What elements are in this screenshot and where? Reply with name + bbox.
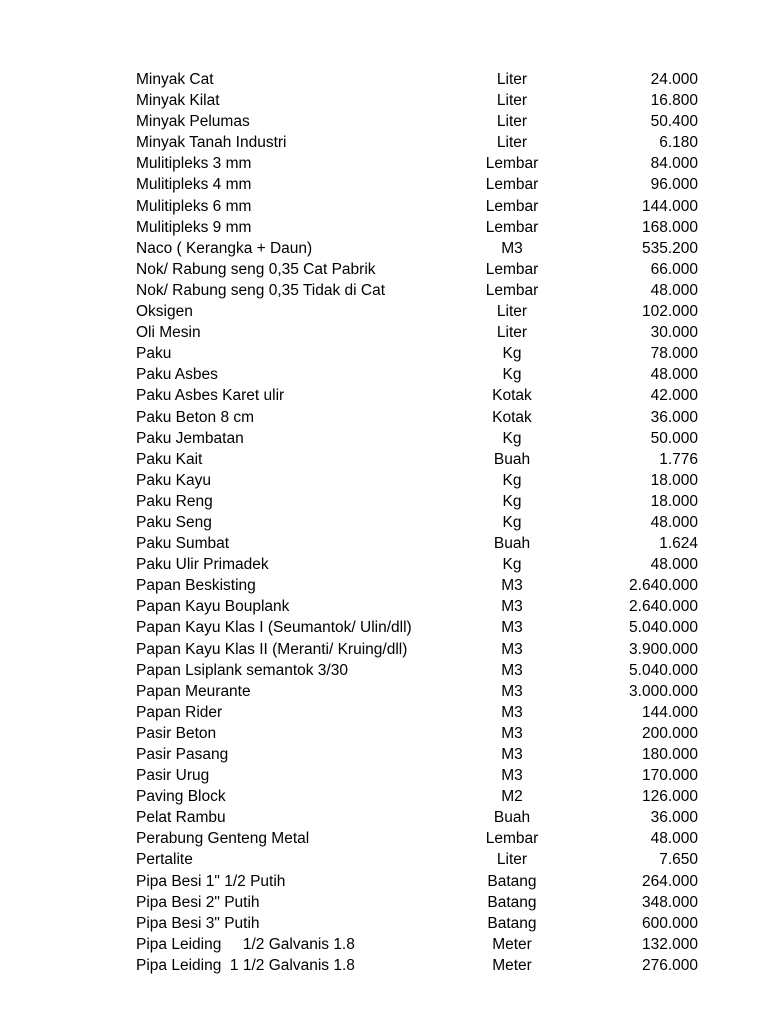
item-price: 42.000	[650, 387, 698, 405]
table-row	[136, 322, 700, 343]
table-row	[136, 639, 700, 660]
item-unit: Lembar	[485, 176, 539, 194]
item-name: Papan Kayu Klas II (Meranti/ Kruing/dll)	[136, 640, 408, 658]
table-row	[136, 132, 700, 153]
table-row	[136, 828, 700, 849]
item-name: Pasir Pasang	[136, 746, 229, 763]
item-price: 66.000	[650, 260, 698, 278]
item-unit: M3	[501, 577, 523, 595]
item-unit: M3	[501, 767, 523, 785]
item-unit: Kg	[502, 345, 522, 363]
item-unit: M3	[501, 682, 523, 700]
item-name: Pipa Besi 3" Putih	[136, 914, 260, 932]
item-price: 84.000	[650, 155, 698, 173]
item-unit: Buah	[493, 450, 531, 468]
item-name: Papan Kayu Bouplank	[136, 598, 290, 616]
item-name: Perabung Genteng Metal	[136, 830, 310, 848]
table-row	[136, 111, 700, 132]
item-name: Mulitipleks 4 mm	[136, 176, 252, 194]
item-unit: Lembar	[485, 830, 539, 848]
item-unit: Kotak	[492, 408, 532, 426]
item-name: Paku Kayu	[136, 471, 211, 489]
item-unit: Liter	[496, 851, 528, 869]
item-name: Minyak Cat	[136, 71, 214, 88]
item-price: 36.000	[650, 408, 698, 426]
table-row	[136, 174, 700, 195]
item-price: 2.640.000	[629, 598, 698, 616]
table-row	[136, 702, 700, 723]
item-name: Nok/ Rabung seng 0,35 Tidak di Cat	[136, 281, 386, 299]
table-row	[136, 554, 700, 575]
table-row	[136, 196, 700, 217]
item-price: 2.640.000	[629, 577, 698, 595]
item-price: 78.000	[650, 345, 698, 363]
table-row	[136, 90, 700, 111]
item-price: 30.000	[650, 324, 698, 342]
item-unit: Liter	[496, 303, 528, 321]
table-row	[136, 660, 700, 681]
item-name: Paku Beton 8 cm	[136, 408, 255, 426]
item-unit: Lembar	[485, 218, 539, 236]
table-row	[136, 786, 700, 807]
item-price: 1.624	[659, 535, 698, 553]
item-price: 144.000	[641, 197, 698, 215]
item-name: Paku Asbes Karet ulir	[136, 387, 285, 405]
item-name: Naco ( Kerangka + Daun)	[136, 239, 313, 257]
item-name: Minyak Kilat	[136, 92, 220, 110]
item-price: 132.000	[641, 935, 698, 953]
price-table	[136, 69, 700, 976]
item-unit: Meter	[492, 956, 532, 974]
item-unit: Buah	[493, 809, 531, 827]
item-unit: Kg	[502, 366, 522, 384]
table-row	[136, 765, 700, 786]
item-price: 16.800	[650, 92, 698, 110]
item-unit: Kg	[502, 429, 522, 447]
item-unit: Batang	[487, 893, 537, 911]
item-price: 348.000	[641, 893, 698, 911]
item-unit: Liter	[496, 134, 528, 152]
item-price: 24.000	[650, 71, 698, 88]
item-name: Papan Beskisting	[136, 577, 256, 595]
item-unit: Meter	[492, 935, 532, 953]
item-unit: M3	[501, 661, 523, 679]
table-row	[136, 301, 700, 322]
item-name: Pertalite	[136, 851, 193, 869]
item-unit: Buah	[493, 535, 531, 553]
table-row	[136, 153, 700, 174]
item-unit: M3	[501, 703, 523, 721]
item-price: 5.040.000	[629, 661, 698, 679]
item-price: 102.000	[641, 303, 698, 321]
table-row	[136, 955, 700, 976]
item-name: Paku Ulir Primadek	[136, 556, 269, 574]
item-unit: Lembar	[485, 281, 539, 299]
item-name: Pasir Beton	[136, 724, 217, 742]
table-row	[136, 871, 700, 892]
item-unit: Batang	[487, 872, 537, 890]
item-price: 168.000	[641, 218, 698, 236]
item-unit: Kg	[502, 513, 522, 531]
table-row	[136, 491, 700, 512]
item-name: Oksigen	[136, 303, 193, 321]
table-row	[136, 280, 700, 301]
item-name: Paving Block	[136, 788, 226, 806]
item-price: 170.000	[641, 767, 698, 785]
item-price: 5.040.000	[629, 619, 698, 637]
item-unit: Kotak	[492, 387, 532, 405]
table-row	[136, 575, 700, 596]
item-name: Mulitipleks 6 mm	[136, 197, 252, 215]
item-name: Paku Seng	[136, 513, 212, 531]
item-name: Pipa Besi 1" 1/2 Putih	[136, 872, 286, 890]
item-price: 6.180	[659, 134, 698, 152]
table-row	[136, 470, 700, 491]
table-row	[136, 723, 700, 744]
item-name: Pipa Besi 2" Putih	[136, 893, 260, 911]
table-row	[136, 449, 700, 470]
item-name: Papan Rider	[136, 703, 223, 721]
table-row	[136, 681, 700, 702]
table-row	[136, 807, 700, 828]
item-price: 535.200	[641, 239, 698, 257]
item-name: Papan Lsiplank semantok 3/30	[136, 661, 348, 679]
item-price: 264.000	[641, 872, 698, 890]
item-name: Minyak Tanah Industri	[136, 134, 287, 152]
table-row	[136, 913, 700, 934]
table-row	[136, 934, 700, 955]
item-price: 18.000	[650, 471, 698, 489]
item-unit: Batang	[487, 914, 537, 932]
table-row	[136, 343, 700, 364]
table-row	[136, 596, 700, 617]
table-row	[136, 69, 700, 90]
item-name: Paku Jembatan	[136, 429, 244, 447]
item-name: Paku Reng	[136, 492, 213, 510]
table-row	[136, 217, 700, 238]
item-price: 48.000	[650, 830, 698, 848]
item-name: Oli Mesin	[136, 324, 201, 342]
item-price: 18.000	[650, 492, 698, 510]
item-unit: M3	[501, 640, 523, 658]
item-price: 180.000	[641, 746, 698, 763]
item-name: Paku Kait	[136, 450, 203, 468]
item-name: Mulitipleks 3 mm	[136, 155, 252, 173]
item-price: 276.000	[641, 956, 698, 974]
table-row	[136, 238, 700, 259]
item-unit: Liter	[496, 71, 528, 88]
item-price: 200.000	[641, 724, 698, 742]
item-name: Minyak Pelumas	[136, 113, 250, 131]
item-unit: Kg	[502, 556, 522, 574]
item-name: Pipa Leiding 1 1/2 Galvanis 1.8	[136, 956, 355, 974]
item-price: 144.000	[641, 703, 698, 721]
item-price: 7.650	[659, 851, 698, 869]
item-name: Paku Asbes	[136, 366, 218, 384]
item-name: Paku	[136, 345, 172, 363]
item-name: Paku Sumbat	[136, 535, 230, 553]
item-price: 50.400	[650, 113, 698, 131]
table-row	[136, 849, 700, 870]
item-name: Pelat Rambu	[136, 809, 226, 827]
item-unit: Liter	[496, 324, 528, 342]
item-price: 48.000	[650, 556, 698, 574]
item-price: 96.000	[650, 176, 698, 194]
item-unit: M3	[501, 239, 523, 257]
item-unit: Liter	[496, 92, 528, 110]
table-row	[136, 892, 700, 913]
item-unit: Liter	[496, 113, 528, 131]
table-row	[136, 617, 700, 638]
item-unit: M2	[501, 788, 523, 806]
item-unit: Kg	[502, 492, 522, 510]
table-row	[136, 533, 700, 554]
item-price: 3.000.000	[629, 682, 698, 700]
item-name: Pipa Leiding 1/2 Galvanis 1.8	[136, 935, 355, 953]
table-row	[136, 364, 700, 385]
table-row	[136, 259, 700, 280]
item-name: Mulitipleks 9 mm	[136, 218, 252, 236]
item-name: Papan Kayu Klas I (Seumantok/ Ulin/dll)	[136, 619, 412, 637]
table-row	[136, 428, 700, 449]
item-price: 1.776	[659, 450, 698, 468]
item-name: Nok/ Rabung seng 0,35 Cat Pabrik	[136, 260, 376, 278]
item-price: 48.000	[650, 513, 698, 531]
item-price: 50.000	[650, 429, 698, 447]
item-price: 36.000	[650, 809, 698, 827]
item-unit: Kg	[502, 471, 522, 489]
item-name: Papan Meurante	[136, 682, 251, 700]
item-price: 126.000	[641, 788, 698, 806]
item-unit: M3	[501, 619, 523, 637]
item-price: 48.000	[650, 366, 698, 384]
table-row	[136, 407, 700, 428]
item-price: 48.000	[650, 281, 698, 299]
item-unit: M3	[501, 724, 523, 742]
table-row	[136, 512, 700, 533]
item-unit: M3	[501, 746, 523, 763]
item-name: Pasir Urug	[136, 767, 210, 785]
item-unit: Lembar	[485, 155, 539, 173]
item-unit: Lembar	[485, 260, 539, 278]
item-unit: Lembar	[485, 197, 539, 215]
table-row	[136, 744, 700, 765]
item-price: 600.000	[641, 914, 698, 932]
item-unit: M3	[501, 598, 523, 616]
item-price: 3.900.000	[629, 640, 698, 658]
table-row	[136, 385, 700, 406]
